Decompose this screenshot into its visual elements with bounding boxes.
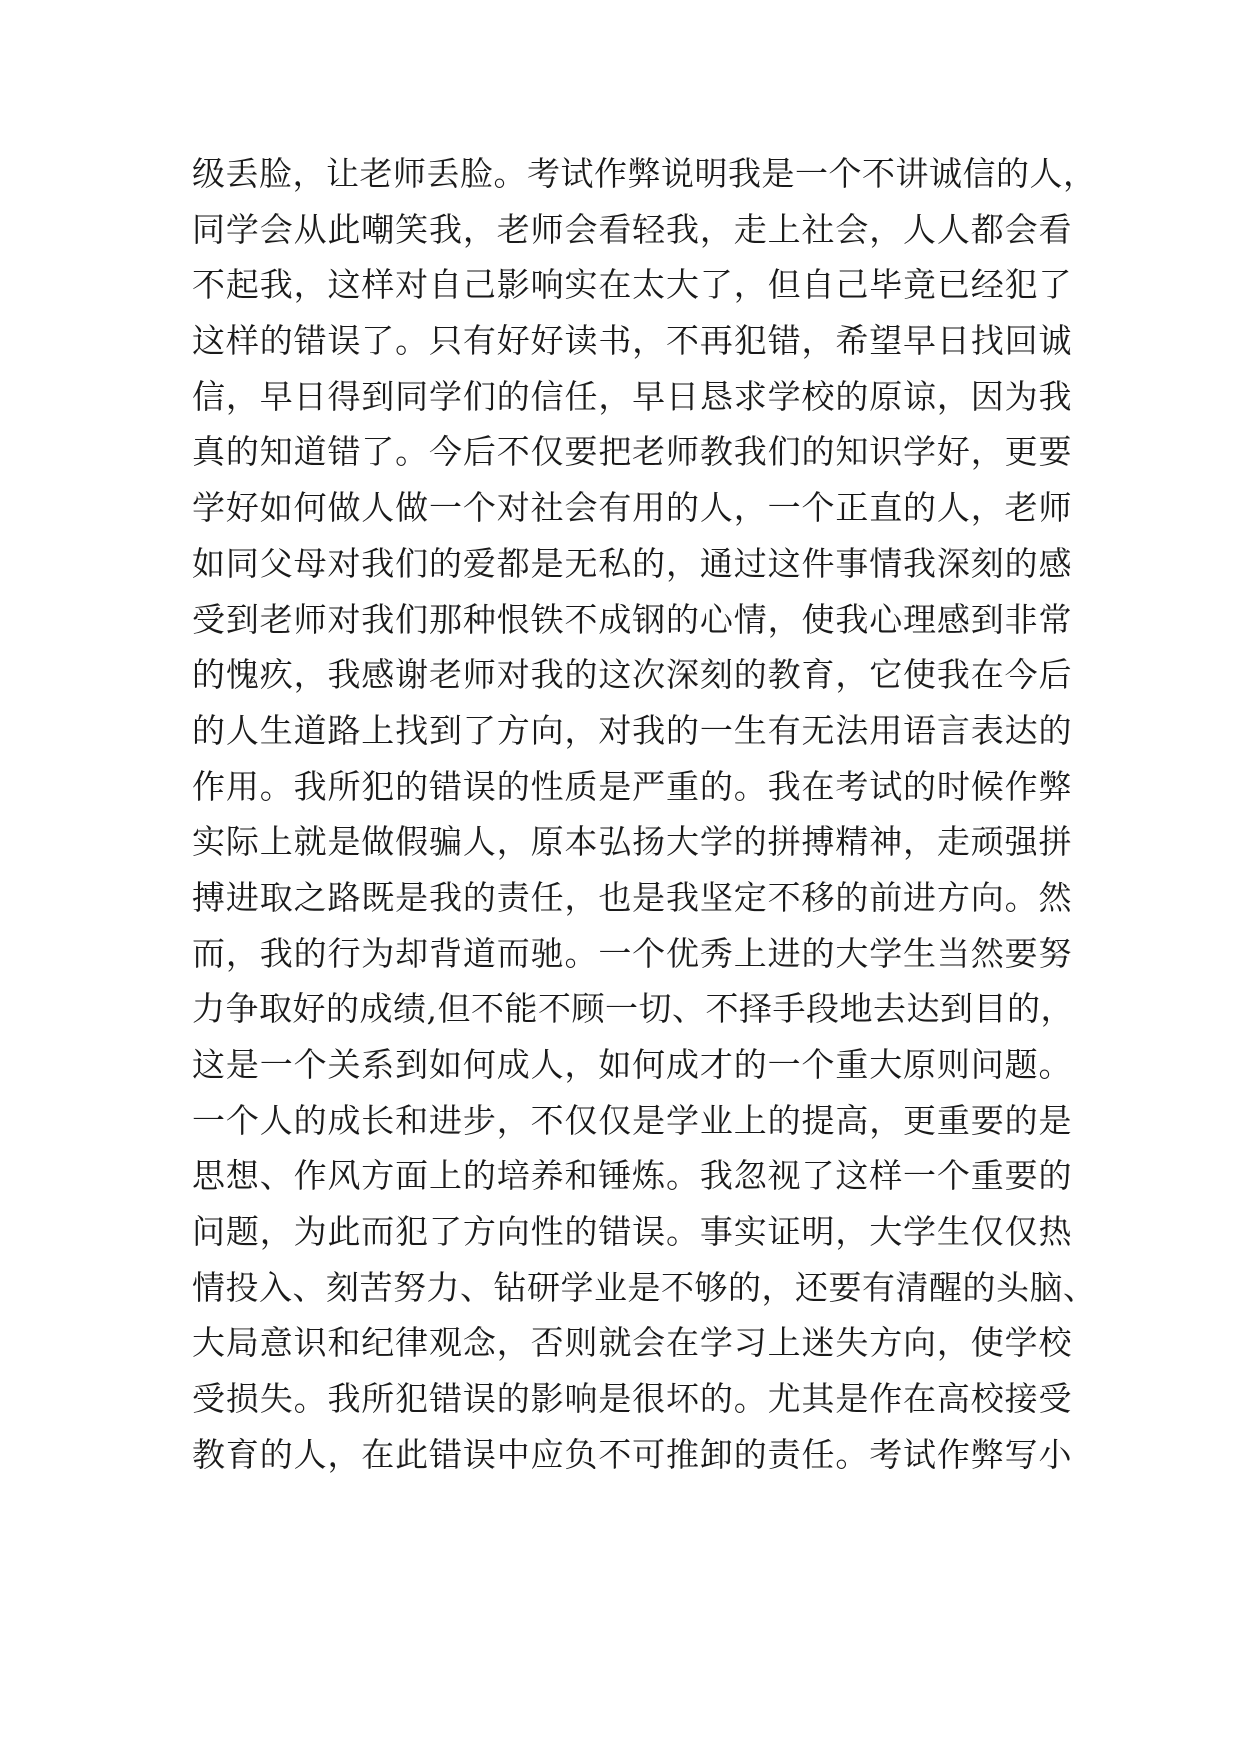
text-line: 而，我的行为却背道而驰。一个优秀上进的大学生当然要努 bbox=[192, 933, 1072, 973]
text-line: 的愧疚，我感谢老师对我的这次深刻的教育，它使我在今后 bbox=[192, 655, 1072, 695]
text-line: 信，早日得到同学们的信任，早日恳求学校的原谅，因为我 bbox=[192, 376, 1072, 416]
text-line: 问题，为此而犯了方向性的错误。事实证明，大学生仅仅热 bbox=[192, 1212, 1072, 1252]
text-line: 学好如何做人做一个对社会有用的人，一个正直的人，老师 bbox=[192, 488, 1072, 528]
text-line: 作用。我所犯的错误的性质是严重的。我在考试的时候作弊 bbox=[192, 766, 1072, 806]
text-line: 实际上就是做假骗人，原本弘扬大学的拼搏精神，走顽强拼 bbox=[192, 822, 1072, 862]
text-line: 同学会从此嘲笑我，老师会看轻我，走上社会，人人都会看 bbox=[192, 209, 1072, 249]
text-line: 情投入、刻苦努力、钻研学业是不够的，还要有清醒的头脑、 bbox=[192, 1267, 1097, 1307]
text-line: 教育的人，在此错误中应负不可推卸的责任。考试作弊写小 bbox=[192, 1434, 1072, 1474]
text-line: 不起我，这样对自己影响实在太大了，但自己毕竟已经犯了 bbox=[192, 265, 1072, 305]
text-line: 这是一个关系到如何成人，如何成才的一个重大原则问题。 bbox=[192, 1045, 1072, 1084]
text-line: 级丢脸，让老师丢脸。考试作弊说明我是一个不讲诚信的人， bbox=[192, 154, 1097, 193]
text-line: 如同父母对我们的爱都是无私的，通过这件事情我深刻的感 bbox=[192, 543, 1072, 583]
text-line: 的人生道路上找到了方向，对我的一生有无法用语言表达的 bbox=[192, 710, 1072, 750]
text-line: 大局意识和纪律观念，否则就会在学习上迷失方向，使学校 bbox=[192, 1323, 1072, 1363]
text-line: 力争取好的成绩,但不能不顾一切、不择手段地去达到目的， bbox=[192, 989, 1074, 1029]
text-line: 受损失。我所犯错误的影响是很坏的。尤其是作在高校接受 bbox=[192, 1379, 1072, 1419]
text-line: 受到老师对我们那种恨铁不成钢的心情，使我心理感到非常 bbox=[192, 599, 1072, 639]
text-line: 思想、作风方面上的培养和锤炼。我忽视了这样一个重要的 bbox=[192, 1156, 1072, 1196]
text-line: 真的知道错了。今后不仅要把老师教我们的知识学好，更要 bbox=[192, 432, 1072, 472]
text-line: 这样的错误了。只有好好读书，不再犯错，希望早日找回诚 bbox=[192, 321, 1072, 361]
text-line: 一个人的成长和进步，不仅仅是学业上的提高，更重要的是 bbox=[192, 1100, 1072, 1140]
body-text bbox=[192, 146, 1097, 1483]
text-line: 搏进取之路既是我的责任，也是我坚定不移的前进方向。然 bbox=[192, 877, 1072, 917]
